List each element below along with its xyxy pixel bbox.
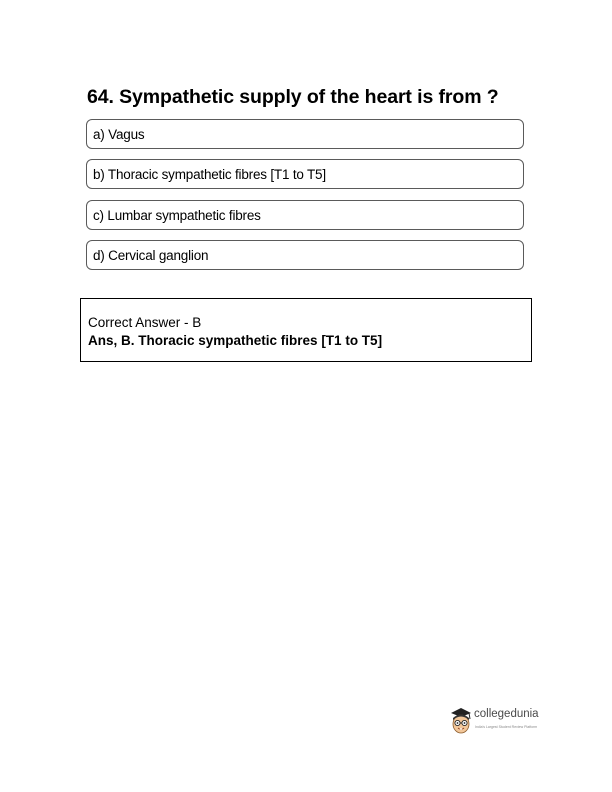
answer-box bbox=[80, 298, 532, 362]
correct-answer-text: Correct Answer - B bbox=[88, 315, 202, 330]
question-title: 64. Sympathetic supply of the heart is from ? bbox=[87, 86, 499, 108]
option-a[interactable] bbox=[86, 119, 524, 149]
option-b-label: b) Thoracic sympathetic fibres [T1 to T5] bbox=[93, 166, 326, 182]
answer-explanation: Ans, B. Thoracic sympathetic fibres [T1 to T5] bbox=[88, 333, 383, 348]
option-d[interactable] bbox=[86, 240, 524, 270]
mascot-icon bbox=[448, 705, 474, 735]
logo-name: collegedunia bbox=[474, 708, 539, 720]
logo-tagline: India's Largest Student Review Platform bbox=[475, 725, 538, 729]
option-b[interactable] bbox=[86, 159, 524, 189]
option-a-label: a) Vagus bbox=[93, 126, 145, 142]
collegedunia-logo bbox=[448, 705, 548, 741]
option-d-label: d) Cervical ganglion bbox=[93, 247, 209, 263]
option-c[interactable] bbox=[86, 200, 524, 230]
option-c-label: c) Lumbar sympathetic fibres bbox=[93, 207, 261, 223]
